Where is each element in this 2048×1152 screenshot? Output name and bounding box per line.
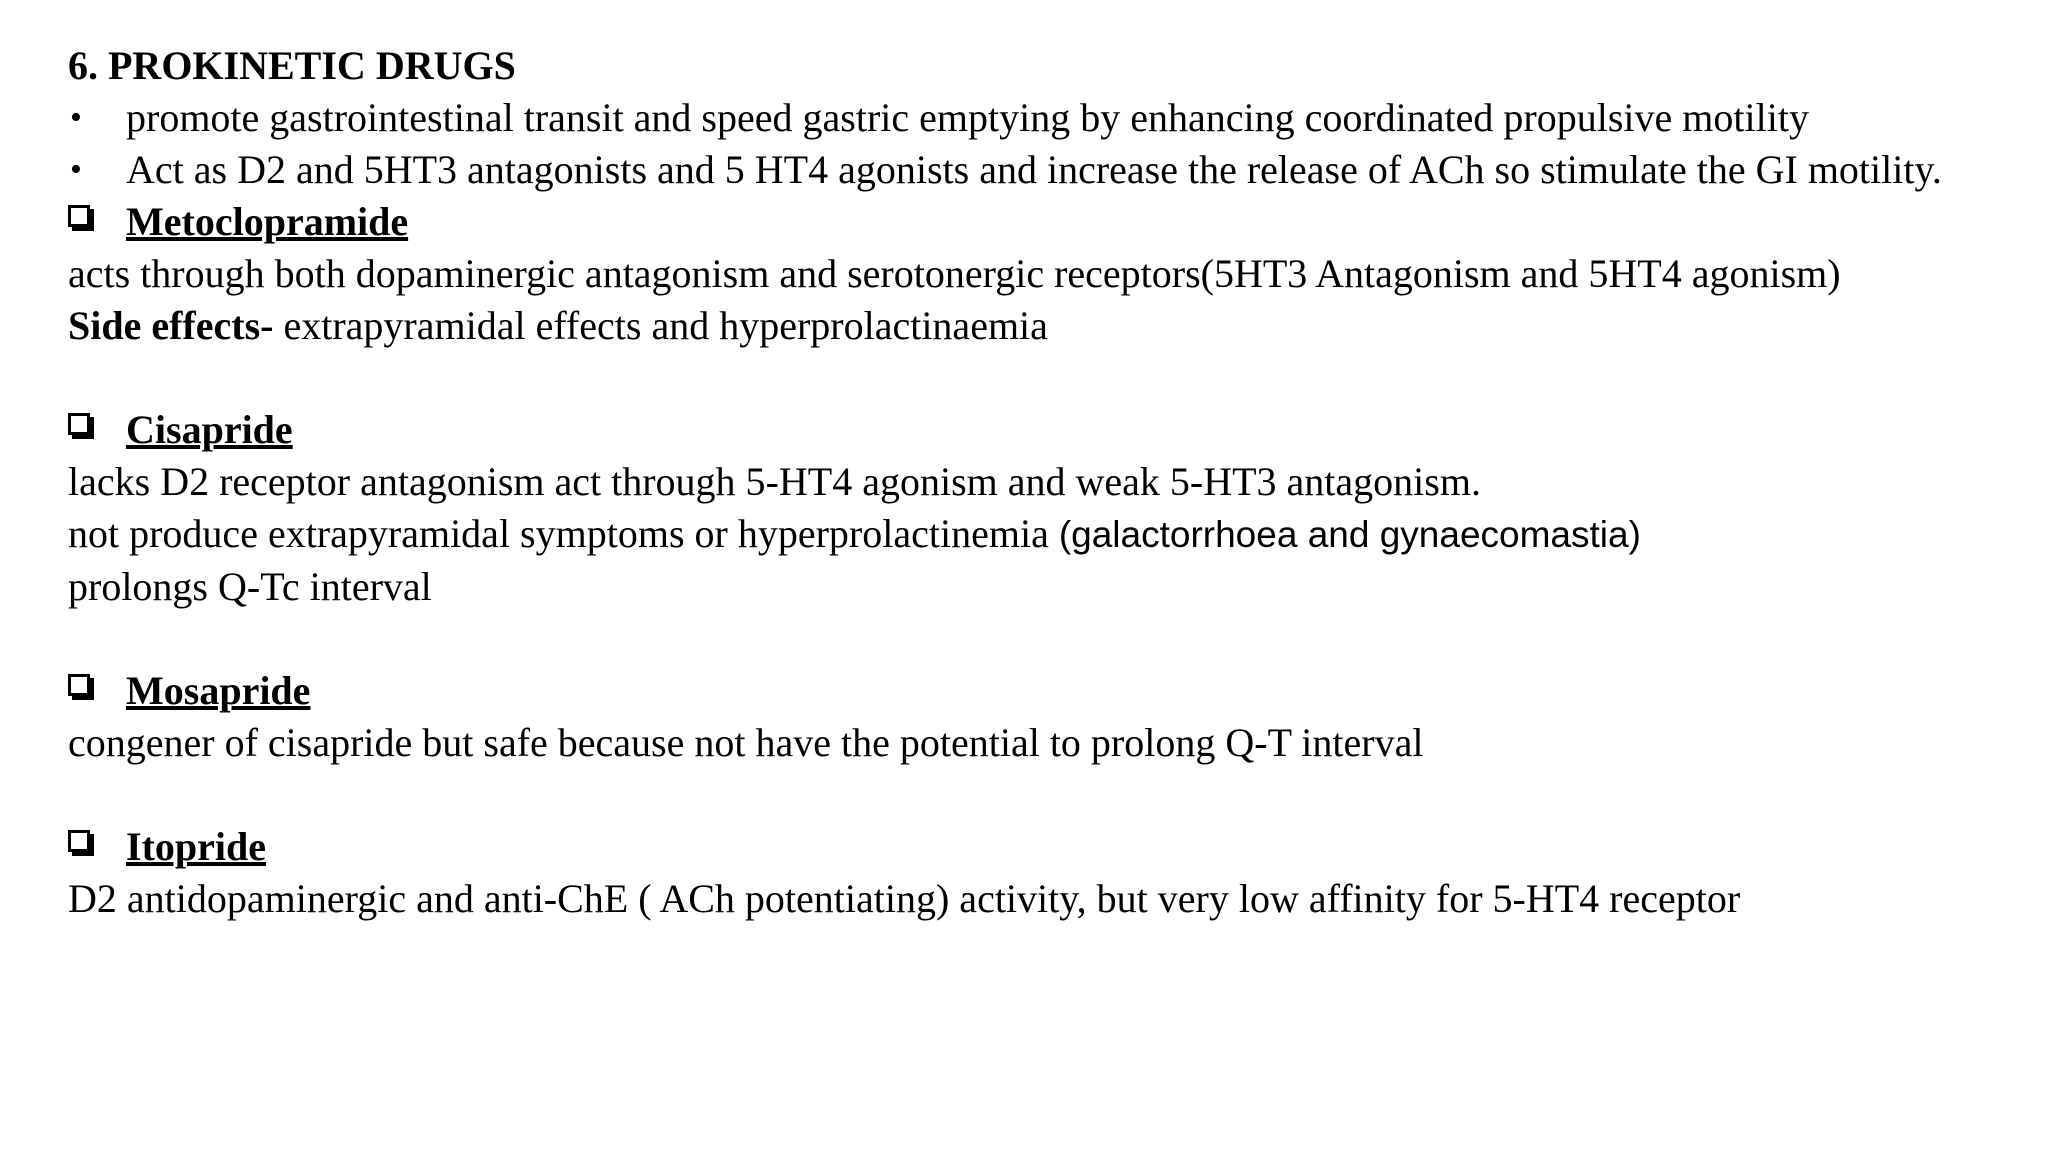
side-effects-label: Side effects- (68, 303, 274, 348)
mosapride-line-1: congener of cisapride but safe because not have the potential to prolong Q-T interval (68, 720, 1424, 765)
spacer (68, 352, 1968, 404)
heading-text: Mosapride (126, 668, 311, 713)
metoclopramide-side-effects (68, 300, 1968, 352)
bullet-icon: • (70, 99, 82, 136)
bullet-item-1 (68, 92, 1968, 144)
bullet-icon: • (70, 151, 82, 188)
slide-content (68, 40, 1968, 925)
heading-itopride (68, 821, 1968, 873)
checkbox-icon (68, 205, 90, 227)
cisapride-line-2 (68, 508, 1968, 561)
metoclopramide-description: acts through both dopaminergic antagonism and serotonergic receptors(5HT3 Antagonism and 5HT4 agonism) (68, 251, 1841, 296)
bullet-text: Act as D2 and 5HT3 antagonists and 5 HT4 agonists and increase the release of ACh so stimulate the GI motility. (126, 147, 1942, 192)
heading-text: Cisapride (126, 407, 293, 452)
heading-cisapride (68, 404, 1968, 456)
page-title: 6. PROKINETIC DRUGS (68, 43, 516, 88)
cisapride-line-1: lacks D2 receptor antagonism act through 5-HT4 agonism and weak 5-HT3 antagonism. (68, 459, 1481, 504)
spacer (68, 613, 1968, 665)
bullet-item-2 (68, 144, 1968, 196)
heading-metoclopramide (68, 196, 1968, 248)
heading-text: Metoclopramide (126, 199, 409, 244)
cisapride-line-2-paren: (galactorrhoea and gynaecomastia) (1058, 514, 1641, 555)
checkbox-icon (68, 830, 90, 852)
cisapride-line-2-main: not produce extrapyramidal symptoms or hyperprolactinemia (68, 511, 1059, 556)
cisapride-line-3: prolongs Q-Tc interval (68, 564, 432, 609)
bullet-list (68, 92, 1968, 196)
heading-mosapride (68, 665, 1968, 717)
itopride-line-1: D2 antidopaminergic and anti-ChE ( ACh potentiating) activity, but very low affinity for 5-HT4 receptor (68, 876, 1741, 921)
side-effects-text: extrapyramidal effects and hyperprolactinaemia (273, 303, 1048, 348)
bullet-text: promote gastrointestinal transit and speed gastric emptying by enhancing coordinated propulsive motility (126, 95, 1809, 140)
spacer (68, 769, 1968, 821)
heading-text: Itopride (126, 824, 266, 869)
checkbox-icon (68, 674, 90, 696)
checkbox-icon (68, 413, 90, 435)
